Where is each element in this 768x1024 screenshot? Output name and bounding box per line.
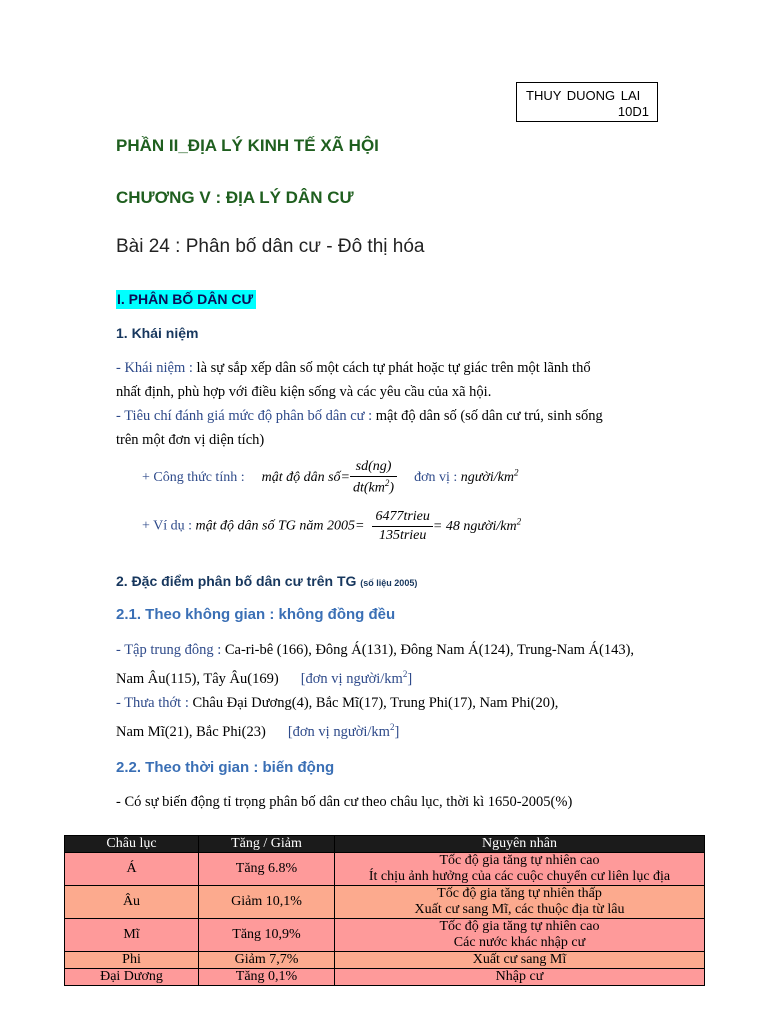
lesson-title: Bài 24 : Phân bố dân cư - Đô thị hóa	[116, 236, 425, 257]
formula-fraction	[350, 459, 397, 497]
table-row	[65, 952, 705, 969]
author-name: THUY DUONG LAI	[526, 88, 641, 103]
cell-change: Giảm 7,7%	[199, 952, 335, 969]
example-fraction	[372, 509, 432, 544]
criteria-line-1	[116, 404, 676, 428]
formula-line	[142, 459, 518, 497]
definition-label: - Khái niệm :	[116, 360, 193, 376]
table-row	[65, 969, 705, 986]
example-numerator: 6477trieu	[372, 509, 432, 527]
formula-unit: người/$km^2$	[460, 467, 519, 486]
cell-continent: Âu	[65, 886, 199, 919]
table-row	[65, 886, 705, 919]
sparse-text: Châu Đại Dương(4), Bắc Mĩ(17), Trung Phi(17), Nam Phi(20),	[188, 694, 559, 711]
criteria-text: mật độ dân số (số dân cư trú, sinh sống	[372, 408, 603, 424]
sparse-unit: [đơn vị người/$km^2$]	[287, 721, 400, 740]
subsection-distribution-title	[116, 573, 417, 589]
formula-numerator: sd(ng)	[350, 459, 397, 477]
definition-text: là sự sắp xếp dân số một cách tự phát hoặc tự giác trên một lãnh thổ	[192, 360, 591, 376]
formula-lhs: mật độ dân số=	[261, 470, 350, 486]
formula-denominator: $dt(km^2)$	[353, 478, 395, 496]
example-rhs: = 48 người/$km^2$	[432, 516, 522, 534]
dense-unit: [đơn vị người/$km^2$]	[300, 669, 413, 687]
example-label: + Ví dụ :	[142, 518, 193, 534]
space-paragraph	[116, 638, 696, 744]
sparse-line-2: Nam Mĩ(21), Bắc Phi(23) [đơn vị người/$km^2$]	[116, 721, 400, 740]
cell-change: Giảm 10,1%	[199, 886, 335, 919]
header-change: Tăng / Giảm	[199, 836, 335, 853]
subsection-time-title: 2.2. Theo thời gian : biến động	[116, 759, 335, 776]
author-box	[516, 82, 658, 122]
example-lhs: mật độ dân số TG năm 2005=	[195, 518, 365, 534]
part-title: PHẦN II_ĐỊA LÝ KINH TẾ XÃ HỘI	[116, 136, 379, 155]
cell-continent: Đại Dương	[65, 969, 199, 986]
cell-change: Tăng 10,9%	[199, 919, 335, 952]
formula-unit-label: đơn vị :	[414, 470, 458, 486]
cell-reason: Xuất cư sang Mĩ	[335, 952, 705, 969]
table-header-row	[65, 836, 705, 853]
data-year-note: (số liệu 2005)	[360, 578, 418, 588]
section-1-title: I. PHÂN BỐ DÂN CƯ	[116, 290, 256, 309]
sparse-line-1	[116, 691, 696, 715]
formula-label: + Công thức tính :	[142, 470, 245, 486]
cell-reason: Tốc độ gia tăng tự nhiên thấp Xuất cư sang Mĩ, các thuộc địa từ lâu	[335, 886, 705, 919]
definition-paragraph	[116, 356, 676, 452]
dense-line-1	[116, 638, 696, 662]
cell-reason: Nhập cư	[335, 969, 705, 986]
continent-change-table	[64, 835, 705, 986]
subsection-concept-title: 1. Khái niệm	[116, 325, 199, 341]
subsection-space-title: 2.1. Theo không gian : không đồng đều	[116, 606, 396, 623]
dense-label: - Tập trung đông :	[116, 642, 222, 658]
example-denominator: 135trieu	[378, 528, 427, 543]
author-class: 10D1	[617, 104, 649, 119]
header-reason: Nguyên nhân	[335, 836, 705, 853]
cell-continent: Á	[65, 853, 199, 886]
cell-reason: Tốc độ gia tăng tự nhiên cao Các nước khác nhập cư	[335, 919, 705, 952]
cell-reason: Tốc độ gia tăng tự nhiên cao Ít chịu ảnh hưởng của các cuộc chuyển cư liên lục địa	[335, 853, 705, 886]
table-row	[65, 919, 705, 952]
table-row	[65, 853, 705, 886]
definition-line-2: nhất định, phù hợp với điều kiện sống và các yêu cầu của xã hội.	[116, 384, 492, 400]
dense-text: Ca-ri-bê (166), Đông Á(131), Đông Nam Á(124), Trung-Nam Á(143),	[221, 642, 635, 658]
cell-change: Tăng 6.8%	[199, 853, 335, 886]
subsection-distribution-text: 2. Đặc điểm phân bố dân cư trên TG	[116, 573, 357, 589]
cell-continent: Phi	[65, 952, 199, 969]
dense-line-2: Nam Âu(115), Tây Âu(169) [đơn vị người/$km^2$]	[116, 669, 413, 687]
criteria-label: - Tiêu chí đánh giá mức độ phân bố dân cư :	[116, 408, 373, 424]
header-continent: Châu lục	[65, 836, 199, 853]
chapter-title: CHƯƠNG V : ĐỊA LÝ DÂN CƯ	[116, 188, 354, 207]
cell-continent: Mĩ	[65, 919, 199, 952]
example-line	[142, 509, 521, 544]
cell-change: Tăng 0,1%	[199, 969, 335, 986]
change-intro: - Có sự biến động tỉ trọng phân bố dân cư theo châu lục, thời kì 1650-2005(%)	[116, 794, 573, 810]
criteria-line-2: trên một đơn vị diện tích)	[116, 432, 265, 448]
definition-line-1	[116, 356, 676, 380]
sparse-label: - Thưa thớt :	[116, 694, 189, 711]
